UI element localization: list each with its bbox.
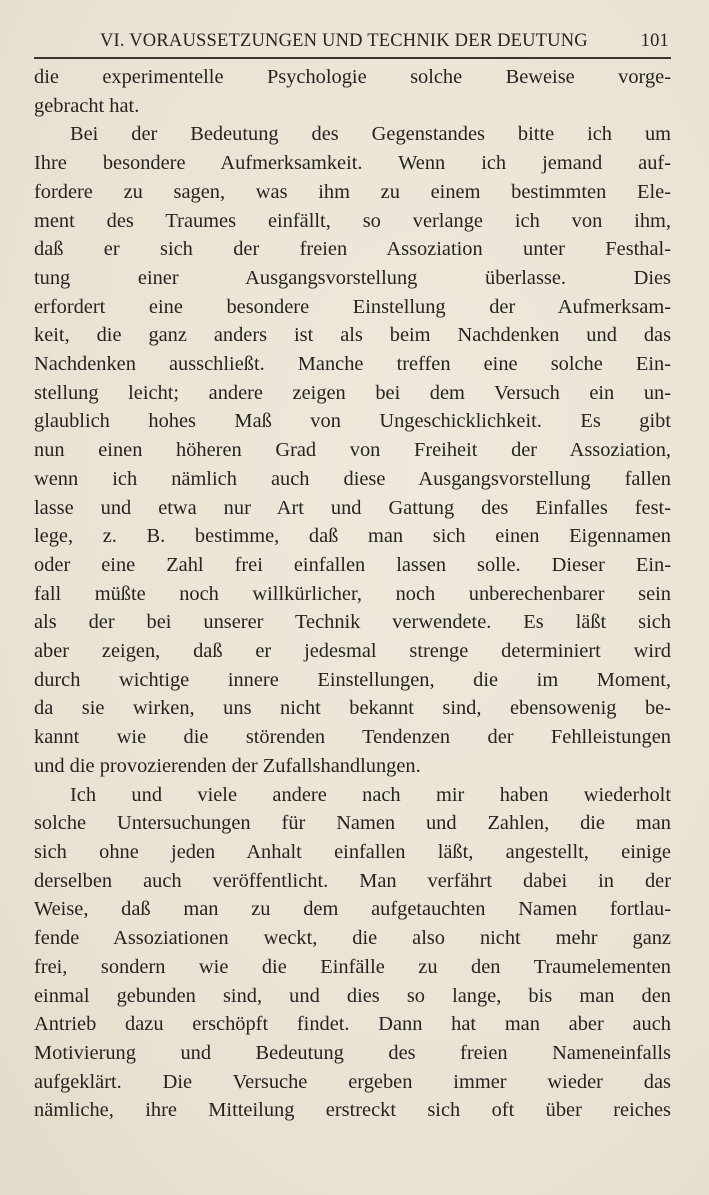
text-line: gebracht hat. <box>34 94 140 117</box>
text-line: Weise, daß man zu dem aufgetauchten Namen fortlau- <box>34 898 671 921</box>
text-line: stellung leicht; andere zeigen bei dem Versuch ein un- <box>34 381 671 404</box>
text-line: solche Untersuchungen für Namen und Zahlen, die man <box>34 812 671 835</box>
text-line: nämliche, ihre Mitteilung erstreckt sich oft über reiches <box>34 1099 671 1122</box>
text-line: tung einer Ausgangsvorstellung überlasse. Dies <box>34 266 671 289</box>
text-line: erfordert eine besondere Einstellung der Aufmerksam- <box>34 295 671 318</box>
text-line: einmal gebunden sind, und dies so lange, bis man den <box>34 984 671 1007</box>
text-line: derselben auch veröffentlicht. Man verfährt dabei in der <box>34 869 671 892</box>
text-line: keit, die ganz anders ist als beim Nachdenken und das <box>34 324 671 347</box>
text-line: glaublich hohes Maß von Ungeschicklichkeit. Es gibt <box>34 410 671 433</box>
text-line: kannt wie die störenden Tendenzen der Fehlleistungen <box>34 726 671 749</box>
text-line: fende Assoziationen weckt, die also nicht mehr ganz <box>34 927 671 950</box>
header-rule <box>34 57 671 59</box>
text-line: durch wichtige innere Einstellungen, die im Moment, <box>34 668 671 691</box>
text-line: Bei der Bedeutung des Gegenstandes bitte ich um <box>70 123 671 146</box>
text-line: daß er sich der freien Assoziation unter Festhal- <box>34 238 671 261</box>
running-head <box>34 30 671 52</box>
text-line: ment des Traumes einfällt, so verlange ich von ihm, <box>34 209 671 232</box>
text-line: Ich und viele andere nach mir haben wiederholt <box>70 783 671 806</box>
page-number: 101 <box>640 31 669 51</box>
text-line: als der bei unserer Technik verwendete. Es läßt sich <box>34 611 671 634</box>
text-line: Ihre besondere Aufmerksamkeit. Wenn ich jemand auf- <box>34 152 671 175</box>
text-line: nun einen höheren Grad von Freiheit der Assoziation, <box>34 439 671 462</box>
text-line: die experimentelle Psychologie solche Beweise vorge- <box>34 66 671 88</box>
text-line: lege, z. B. bestimme, daß man sich einen Eigennamen <box>34 525 671 548</box>
text-line: aufgeklärt. Die Versuche ergeben immer wieder das <box>34 1070 671 1093</box>
text-line: da sie wirken, uns nicht bekannt sind, ebensowenig be- <box>34 697 671 720</box>
text-line: oder eine Zahl frei einfallen lassen solle. Dieser Ein- <box>34 553 671 576</box>
text-line: wenn ich nämlich auch diese Ausgangsvorstellung fallen <box>34 467 671 490</box>
text-line: Motivierung und Bedeutung des freien Nameneinfalls <box>34 1041 671 1064</box>
body-text <box>34 63 671 1125</box>
text-line: fordere zu sagen, was ihm zu einem bestimmten Ele- <box>34 180 671 203</box>
chapter-title: VI. VORAUSSETZUNGEN UND TECHNIK DER DEUTUNG <box>100 31 588 51</box>
text-line: fall müßte noch willkürlicher, noch unberechenbarer sein <box>34 582 671 605</box>
text-line: aber zeigen, daß er jedesmal strenge determiniert wird <box>34 640 671 663</box>
text-line: und die provozierenden der Zufallshandlungen. <box>34 754 421 777</box>
text-line: frei, sondern wie die Einfälle zu den Traumelementen <box>34 955 671 978</box>
text-line: Antrieb dazu erschöpft findet. Dann hat man aber auch <box>34 1013 671 1036</box>
text-line: lasse und etwa nur Art und Gattung des Einfalles fest- <box>34 496 671 519</box>
text-line: Nachdenken ausschließt. Manche treffen eine solche Ein- <box>34 353 671 376</box>
text-line: sich ohne jeden Anhalt einfallen läßt, angestellt, einige <box>34 840 671 863</box>
